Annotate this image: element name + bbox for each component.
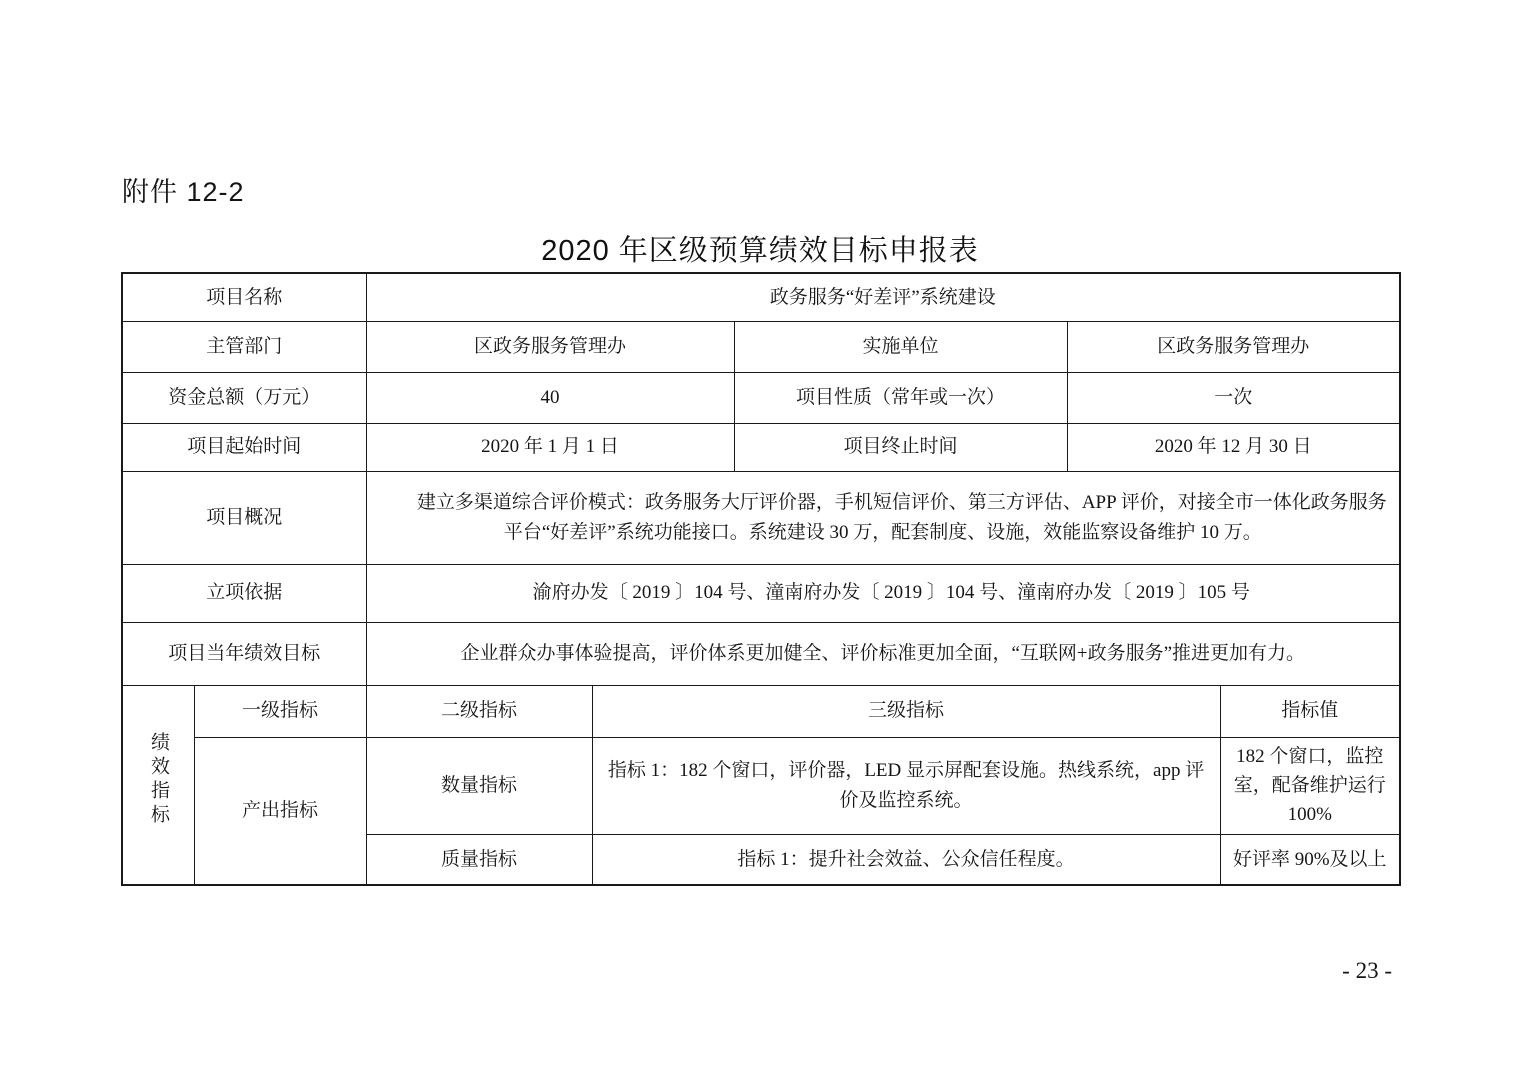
table-row xyxy=(122,471,1400,564)
table-row xyxy=(122,564,1400,622)
attachment-label: 附件 12-2 xyxy=(122,177,245,207)
page-number: - 23 - xyxy=(1342,958,1392,983)
value-header: 指标值 xyxy=(1220,685,1400,737)
project-name-label: 项目名称 xyxy=(122,273,366,321)
goal-label: 项目当年绩效目标 xyxy=(122,622,366,685)
implement-unit-value: 区政务服务管理办 xyxy=(1067,321,1400,372)
project-name-value: 政务服务“好差评”系统建设 xyxy=(366,273,1400,321)
nature-label: 项目性质（常年或一次） xyxy=(734,372,1067,423)
level1-header: 一级指标 xyxy=(194,685,366,737)
table-row xyxy=(122,423,1400,471)
start-time-label: 项目起始时间 xyxy=(122,423,366,471)
implement-unit-label: 实施单位 xyxy=(734,321,1067,372)
table-row xyxy=(122,321,1400,372)
table-row xyxy=(122,372,1400,423)
indicators-section-label: 绩效指标 xyxy=(147,732,169,829)
overview-label: 项目概况 xyxy=(122,471,366,564)
page-title: 2020 年区级预算绩效目标申报表 xyxy=(541,235,979,267)
nature-value: 一次 xyxy=(1067,372,1400,423)
indicator-level3: 指标 1：182 个窗口，评价器，LED 显示屏配套设施。热线系统，app 评价及监控系统。 xyxy=(592,737,1220,834)
table-row xyxy=(122,737,1400,834)
level2-header: 二级指标 xyxy=(366,685,592,737)
department-label: 主管部门 xyxy=(122,321,366,372)
indicator-level3: 指标 1：提升社会效益、公众信任程度。 xyxy=(592,834,1220,885)
table-row xyxy=(122,685,1400,737)
department-value: 区政务服务管理办 xyxy=(366,321,734,372)
level1-value: 产出指标 xyxy=(194,737,366,885)
table-row xyxy=(122,622,1400,685)
indicator-value: 好评率 90%及以上 xyxy=(1220,834,1400,885)
basis-label: 立项依据 xyxy=(122,564,366,622)
indicator-value: 182 个窗口，监控室，配备维护运行 100% xyxy=(1220,737,1400,834)
level3-header: 三级指标 xyxy=(592,685,1220,737)
basis-value: 渝府办发〔 2019 〕104 号、潼南府办发〔 2019 〕104 号、潼南府办发〔 2019 〕105 号 xyxy=(366,564,1400,622)
budget-performance-form-table xyxy=(121,272,1401,886)
goal-value: 企业群众办事体验提高，评价体系更加健全、评价标准更加全面，“互联网+政务服务”推进更加有力。 xyxy=(366,622,1400,685)
start-time-value: 2020 年 1 月 1 日 xyxy=(366,423,734,471)
indicator-level2: 质量指标 xyxy=(366,834,592,885)
table-row xyxy=(122,273,1400,321)
indicators-section-label-cell xyxy=(122,685,194,885)
indicator-level2: 数量指标 xyxy=(366,737,592,834)
total-fund-value: 40 xyxy=(366,372,734,423)
end-time-label: 项目终止时间 xyxy=(734,423,1067,471)
end-time-value: 2020 年 12 月 30 日 xyxy=(1067,423,1400,471)
total-fund-label: 资金总额（万元） xyxy=(122,372,366,423)
overview-value: 建立多渠道综合评价模式：政务服务大厅评价器，手机短信评价、第三方评估、APP 评价，对接全市一体化政务服务平台“好差评”系统功能接口。系统建设 30 万，配套制度、设施，效能监察设备维护 10 万。 xyxy=(366,471,1400,564)
